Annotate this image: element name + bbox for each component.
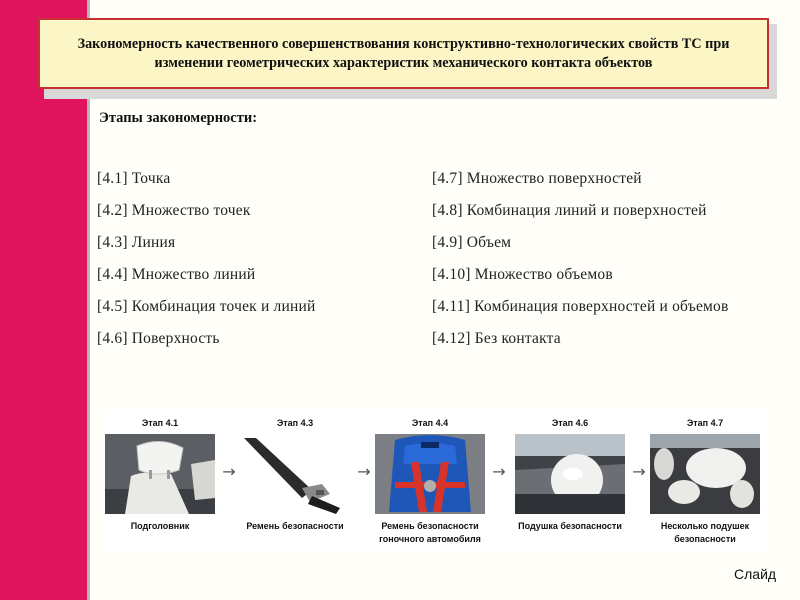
stages-list-left (97, 167, 315, 359)
list-item: [4.2] Множество точек (97, 202, 251, 219)
list-item: [4.11] Комбинация поверхностей и объемов (432, 298, 729, 315)
stage-caption: Ремень безопасности гоночного автомобиля (379, 521, 481, 544)
stage-label: Этап 4.6 (551, 418, 589, 428)
stage-caption: Подушка безопасности (518, 521, 622, 531)
page-title: Закономерность качественного совершенствования конструктивно-технологических свойств ТС при изменении геометрических характеристик механического контакта объектов (77, 35, 730, 71)
slide-label: Слайд (734, 566, 777, 582)
subtitle: Этапы закономерности: (99, 110, 258, 126)
stage-caption: Несколько подушек безопасности (660, 521, 750, 544)
stage-card (105, 410, 215, 552)
list-item: [4.3] Линия (97, 234, 176, 251)
stage-label: Этап 4.3 (276, 418, 314, 428)
list-item: [4.4] Множество линий (97, 266, 256, 283)
arrow-right-icon: → (222, 462, 236, 481)
arrow-right-icon: → (357, 462, 371, 481)
list-item: [4.6] Поверхность (97, 330, 220, 347)
list-item: [4.8] Комбинация линий и поверхностей (432, 202, 707, 219)
stage-card (240, 410, 350, 552)
stage-card (515, 410, 625, 552)
airbag-image (515, 434, 625, 514)
stages-illustration-strip (105, 410, 768, 552)
stage-label: Этап 4.1 (141, 418, 179, 428)
stage-label: Этап 4.7 (686, 418, 724, 428)
headrest-image (105, 434, 215, 514)
list-item: [4.12] Без контакта (432, 330, 561, 347)
stage-caption: Ремень безопасности (246, 521, 344, 531)
racing-harness-image (375, 434, 485, 514)
seatbelt-image (240, 434, 350, 514)
title-box (38, 18, 769, 89)
list-item: [4.9] Объем (432, 234, 512, 251)
stage-label: Этап 4.4 (411, 418, 449, 428)
stages-list-right (432, 167, 729, 359)
list-item: [4.10] Множество объемов (432, 266, 613, 283)
list-item: [4.5] Комбинация точек и линий (97, 298, 316, 315)
list-item: [4.1] Точка (97, 170, 171, 187)
stage-caption: Подголовник (130, 521, 190, 531)
arrow-right-icon: → (632, 462, 646, 481)
multiple-airbags-image (650, 434, 760, 514)
stage-card (650, 410, 760, 552)
stage-card (375, 410, 485, 552)
list-item: [4.7] Множество поверхностей (432, 170, 642, 187)
arrow-right-icon: → (492, 462, 506, 481)
